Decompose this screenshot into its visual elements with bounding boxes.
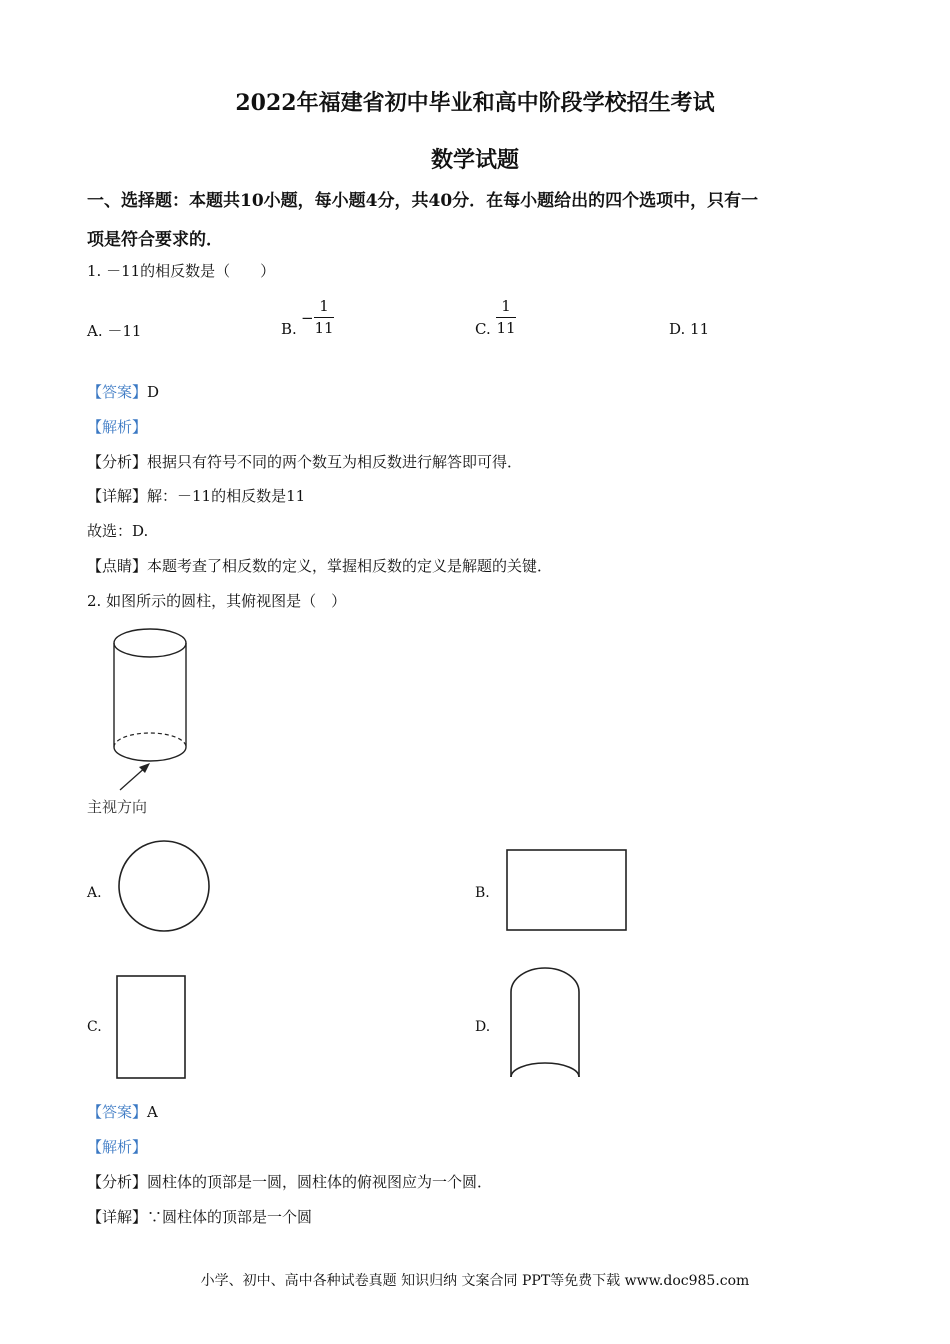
q1-choose: 故选：D. <box>87 522 149 540</box>
fenxi-text: 根据只有符号不同的两个数互为相反数进行解答即可得． <box>147 453 523 471</box>
q1-fenxi <box>87 451 522 472</box>
q1-option-b-label: B. <box>281 320 297 338</box>
q1-dianjing <box>87 555 552 576</box>
fenxi-tag: 【分析】 <box>87 1173 148 1191</box>
q2-option-b-label: B. <box>475 885 490 901</box>
q2-option-a-circle <box>115 838 215 938</box>
q2-xiangjie <box>87 1206 312 1227</box>
dianjing-text: 本题考查了相反数的定义，掌握相反数的定义是解题的关键． <box>147 557 553 575</box>
q1-answer <box>87 381 159 402</box>
answer-value: A <box>147 1103 158 1121</box>
section-heading-line1: 一、选择题：本题共10小题，每小题4分，共40分．在每小题给出的四个选项中，只有一 <box>87 191 759 211</box>
answer-tag: 【答案】 <box>87 383 148 401</box>
xiangjie-tag: 【详解】 <box>87 1208 148 1226</box>
view-direction-label: 主视方向 <box>87 798 148 816</box>
q1-option-b-minus: − <box>301 309 314 327</box>
fraction-bar <box>496 317 516 318</box>
xiangjie-text: ∵圆柱体的顶部是一个圆 <box>147 1208 313 1226</box>
answer-value: D <box>147 383 160 401</box>
q1-option-c-numerator: 1 <box>501 297 511 315</box>
page-footer: 小学、初中、高中各种试卷真题 知识归纳 文案合同 PPT等免费下载 www.doc985.com <box>200 1273 750 1289</box>
q1-option-c-label: C. <box>475 320 491 338</box>
q1-xiangjie <box>87 485 305 506</box>
q1-option-b-numerator: 1 <box>319 297 329 315</box>
fraction-bar <box>314 317 334 318</box>
page-title: 2022年福建省初中毕业和高中阶段学校招生考试 <box>235 90 715 116</box>
q1-analysis-tag: 【解析】 <box>87 418 148 436</box>
q2-answer <box>87 1101 158 1122</box>
fenxi-tag: 【分析】 <box>87 453 148 471</box>
q2-option-d-shape <box>508 964 583 1084</box>
xiangjie-tag: 【详解】 <box>87 487 148 505</box>
answer-tag: 【答案】 <box>87 1103 148 1121</box>
question-1-stem: 1. －11的相反数是（ ） <box>87 262 276 280</box>
q2-option-b-rectangle <box>505 848 630 934</box>
cylinder-figure <box>100 620 210 800</box>
q1-option-c-denominator: 11 <box>496 319 516 337</box>
q1-option-a: A. －11 <box>87 322 142 340</box>
q2-fenxi <box>87 1171 492 1192</box>
dianjing-tag: 【点睛】 <box>87 557 148 575</box>
xiangjie-text: 解：－11的相反数是11 <box>147 487 306 505</box>
q2-option-d-label: D. <box>475 1019 491 1035</box>
fenxi-text: 圆柱体的顶部是一圆，圆柱体的俯视图应为一个圆． <box>147 1173 493 1191</box>
page-subtitle: 数学试题 <box>430 147 519 173</box>
q1-option-b-denominator: 11 <box>314 319 334 337</box>
q2-option-c-rectangle <box>115 974 190 1082</box>
q1-option-d: D. 11 <box>669 320 710 338</box>
section-heading-line2: 项是符合要求的． <box>87 230 223 250</box>
q2-analysis-tag: 【解析】 <box>87 1138 148 1156</box>
q2-option-a-label: A. <box>87 885 102 901</box>
q2-option-c-label: C. <box>87 1019 102 1035</box>
question-2-stem: 2. 如图所示的圆柱，其俯视图是（ ） <box>87 592 347 610</box>
